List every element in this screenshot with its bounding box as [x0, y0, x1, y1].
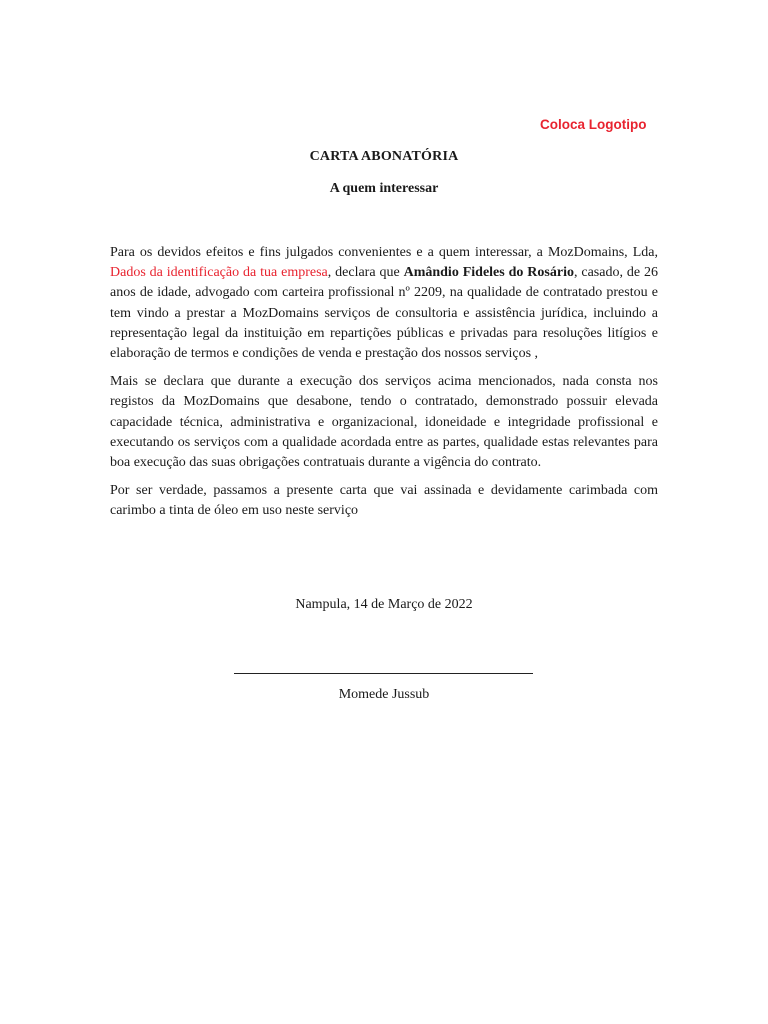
letter-salutation: A quem interessar: [329, 181, 439, 196]
paragraph-1-part-1: Para os devidos efeitos e fins julgados convenientes e a quem interessar, a MozDomains, Lda,: [110, 245, 658, 260]
letter-title: CARTA ABONATÓRIA: [309, 149, 459, 164]
place-and-date: Nampula, 14 de Março de 2022: [295, 597, 473, 612]
letter-body: [110, 243, 658, 530]
paragraph-1: [110, 243, 658, 364]
paragraph-1-part-2: , declara que: [327, 265, 404, 281]
signer-name: Momede Jussub: [338, 687, 430, 702]
logo-placeholder: Coloca Logotipo: [540, 117, 647, 132]
signature-line: [234, 673, 533, 674]
paragraph-1-part-3: , casado, de 26 anos de idade, advogado com carteira profissional nº 2209, na qualidade de contratado prestou e tem vindo a prestar a MozDomains serviços de consultoria e assistência jurídica, incluindo a representação legal da instituição em repartições públicas e privadas para resoluções litígios e elaboração de termos e condições de venda e prestação dos nossos serviços ,: [110, 265, 658, 362]
paragraph-3: Por ser verdade, passamos a presente carta que vai assinada e devidamente carimbada com carimbo a tinta de óleo em uso neste serviço: [110, 483, 658, 519]
company-identification-placeholder: Dados da identificação da tua empresa: [110, 265, 328, 281]
contractor-name: Amândio Fideles do Rosário: [403, 265, 574, 281]
paragraph-2: Mais se declara que durante a execução dos serviços acima mencionados, nada consta nos registos da MozDomains que desabone, tendo o contratado, demonstrado possuir elevada capacidade técnica, administrativa e organizacional, idoneidade e integridade profissional e executando os serviços com a qualidade acordada entre as partes, qualidade estas relevantes para boa execução das suas obrigações contratuais durante a vigência do contrato.: [110, 374, 658, 471]
